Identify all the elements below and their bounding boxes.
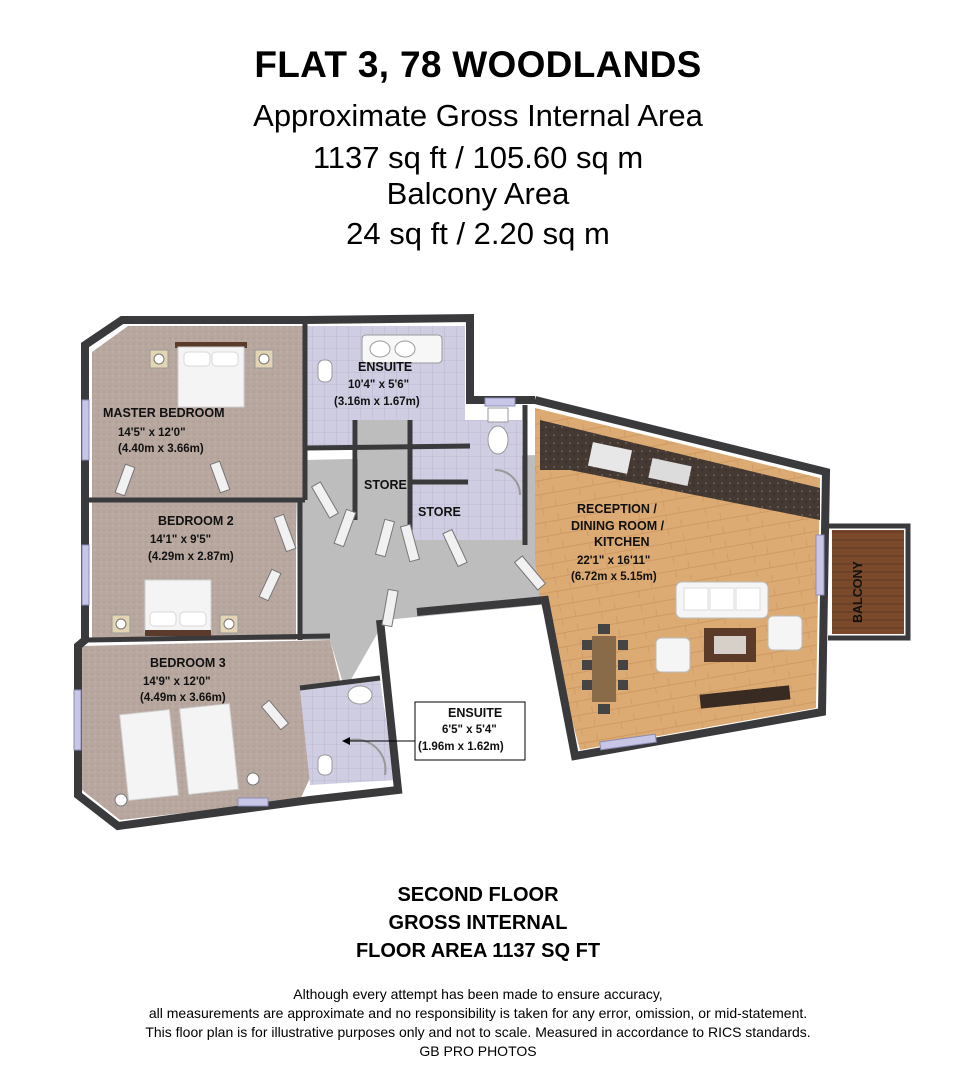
- master-bedroom-metric: (4.40m x 3.66m): [118, 443, 204, 455]
- ensuite-1-label: ENSUITE: [358, 360, 413, 374]
- armchair-right: [768, 616, 802, 650]
- window-balcony: [816, 535, 824, 595]
- ensuite-2-label: ENSUITE: [448, 706, 503, 720]
- balcony-label: BALCONY: [851, 561, 865, 623]
- bedroom-3-metric: (4.49m x 3.66m): [140, 692, 226, 704]
- photographer-credit: GB PRO PHOTOS: [419, 1043, 537, 1059]
- ensuite-2-floor: [300, 680, 395, 785]
- floor-area-label: FLOOR AREA 1137 SQ FT: [355, 940, 601, 962]
- window-bed3-bottom: [238, 798, 268, 806]
- ensuite-1-imperial: 10'4" x 5'6": [348, 379, 410, 391]
- gross-area-label: Approximate Gross Internal Area: [253, 98, 703, 133]
- balcony-area-label: Balcony Area: [386, 176, 570, 211]
- master-bed: [175, 342, 247, 407]
- disclaimer-line-1: Although every attempt has been made to ensure accuracy,: [293, 986, 663, 1002]
- bedroom-2-metric: (4.29m x 2.87m): [148, 551, 234, 563]
- reception-label-2: DINING ROOM /: [571, 519, 665, 533]
- store-2-label: STORE: [418, 505, 461, 519]
- master-bedroom-label: MASTER BEDROOM: [103, 406, 225, 420]
- window-ensuite-top: [485, 398, 515, 406]
- reception-metric: (6.72m x 5.15m): [571, 571, 657, 583]
- bedroom-3-imperial: 14'9" x 12'0": [143, 676, 211, 688]
- reception-label-3: KITCHEN: [594, 535, 650, 549]
- ensuite-2-metric: (1.96m x 1.62m): [418, 741, 504, 753]
- gross-internal-label: GROSS INTERNAL: [388, 912, 568, 934]
- gross-area-value: 1137 sq ft / 105.60 sq m: [312, 140, 644, 175]
- armchair-left: [656, 638, 690, 672]
- ensuite-1-metric: (3.16m x 1.67m): [334, 396, 420, 408]
- master-bedroom-imperial: 14'5" x 12'0": [118, 427, 186, 439]
- window-bed3: [74, 690, 81, 750]
- plan-title: FLAT 3, 78 WOODLANDS: [254, 44, 702, 85]
- bedroom-3-label: BEDROOM 3: [150, 656, 226, 670]
- bedroom-2-bed: [145, 580, 211, 636]
- store-1-floor: [358, 420, 408, 520]
- disclaimer-line-2: all measurements are approximate and no responsibility is taken for any error, omission, or mid-statement.: [148, 1005, 808, 1021]
- ensuite-2-imperial: 6'5" x 5'4": [442, 724, 497, 736]
- reception-label-1: RECEPTION /: [577, 502, 657, 516]
- sofa: [676, 582, 768, 618]
- window-master: [82, 400, 89, 460]
- bedroom-2-label: BEDROOM 2: [158, 514, 234, 528]
- disclaimer-line-3: This floor plan is for illustrative purposes only and not to scale. Measured in accordance to RICS standards.: [145, 1024, 811, 1040]
- balcony-floor: [832, 530, 904, 634]
- bedroom-2-imperial: 14'1" x 9'5": [150, 534, 212, 546]
- reception-imperial: 22'1" x 16'11": [577, 555, 651, 567]
- floor-name: SECOND FLOOR: [397, 884, 559, 906]
- balcony-area-value: 24 sq ft / 2.20 sq m: [346, 216, 610, 251]
- store-1-label: STORE: [364, 478, 407, 492]
- window-bed2: [82, 545, 89, 605]
